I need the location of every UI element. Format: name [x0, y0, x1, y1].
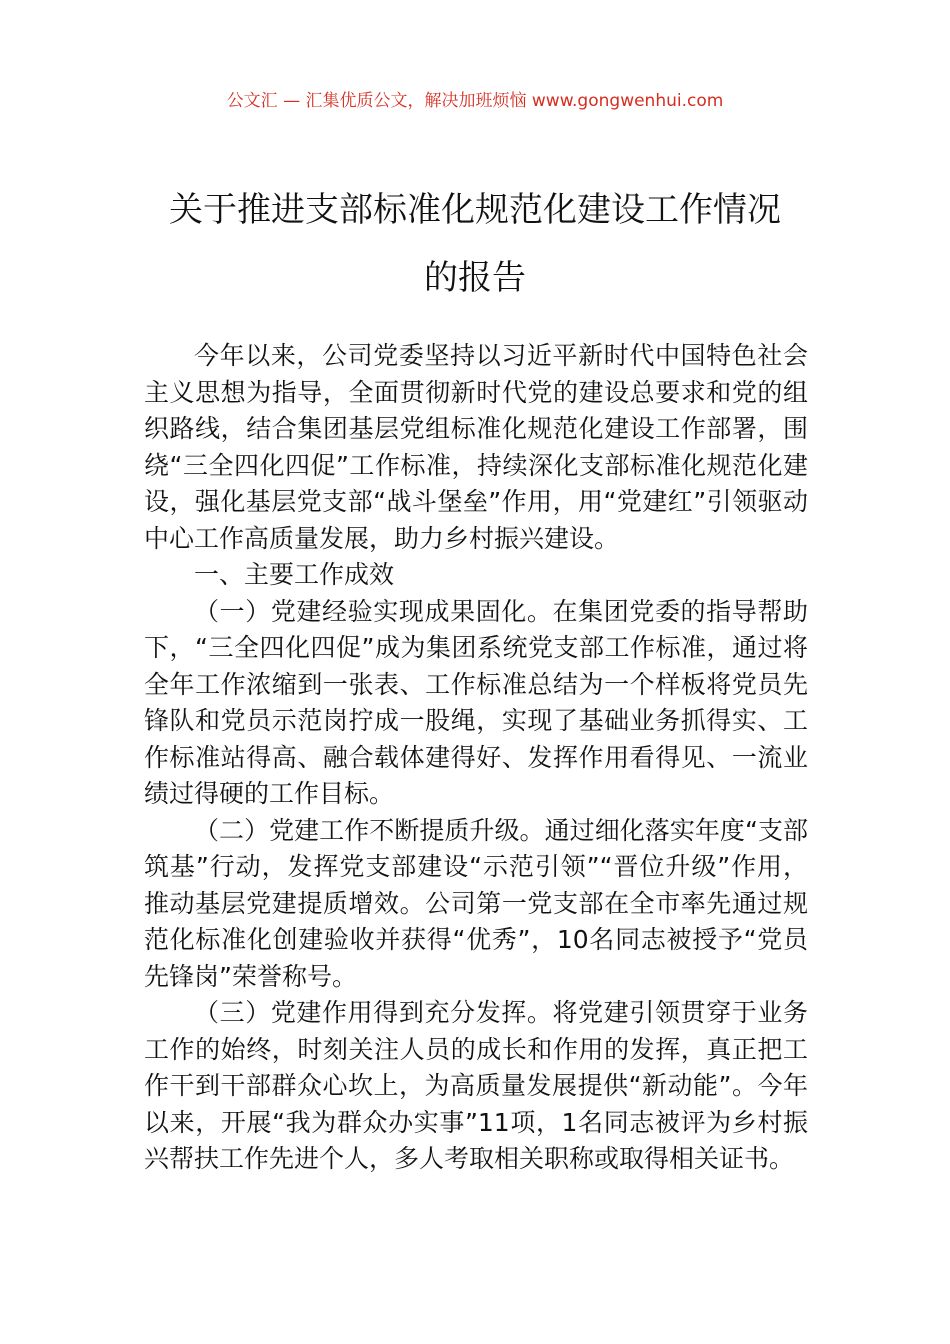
title-line-1: 关于推进支部标准化规范化建设工作情况 — [169, 190, 781, 230]
section-heading: 一、主要工作成效 — [194, 560, 395, 589]
paragraph-item-2: （二）党建工作不断提质升级。通过细化落实年度“支部筑基”行动，发挥党支部建设“示范引领”“晋位升级”作用，推动基层党建提质增效。公司第一党支部在全市率先通过规范化标准化创建验收并获得“优秀”，10名同志被授予“党员先锋岗”荣誉称号。 — [144, 815, 808, 991]
header-banner: 公文汇 — 汇集优质公文，解决加班烦恼 www.gongwenhui.com — [226, 91, 724, 111]
paragraph-item-1: （一）党建经验实现成果固化。在集团党委的指导帮助下，“三全四化四促”成为集团系统党支部工作标准，通过将全年工作浓缩到一张表、工作标准总结为一个样板将党员先锋队和党员示范岗拧成一股绳，实现了基础业务抓得实、工作标准站得高、融合载体建得好、发挥作用看得见、一流业绩过得硬的工作目标。 — [144, 596, 808, 808]
intro-paragraph: 今年以来，公司党委坚持以习近平新时代中国特色社会主义思想为指导，全面贯彻新时代党的建设总要求和党的组织路线，结合集团基层党组标准化规范化建设工作部署，围绕“三全四化四促”工作标准，持续深化支部标准化规范化建设，强化基层党支部“战斗堡垒”作用，用“党建红”引领驱动中心工作高质量发展，助力乡村振兴建设。 — [144, 341, 808, 553]
document-body — [144, 338, 808, 1178]
paragraph-item-3: （三）党建作用得到充分发挥。将党建引领贯穿于业务工作的始终，时刻关注人员的成长和作用的发挥，真正把工作干到干部群众心坎上，为高质量发展提供“新动能”。今年以来，开展“我为群众办实事”11项，1名同志被评为乡村振兴帮扶工作先进个人，多人考取相关职称或取得相关证书。 — [144, 998, 808, 1173]
document-title — [120, 176, 830, 312]
title-line-2: 的报告 — [424, 258, 526, 298]
